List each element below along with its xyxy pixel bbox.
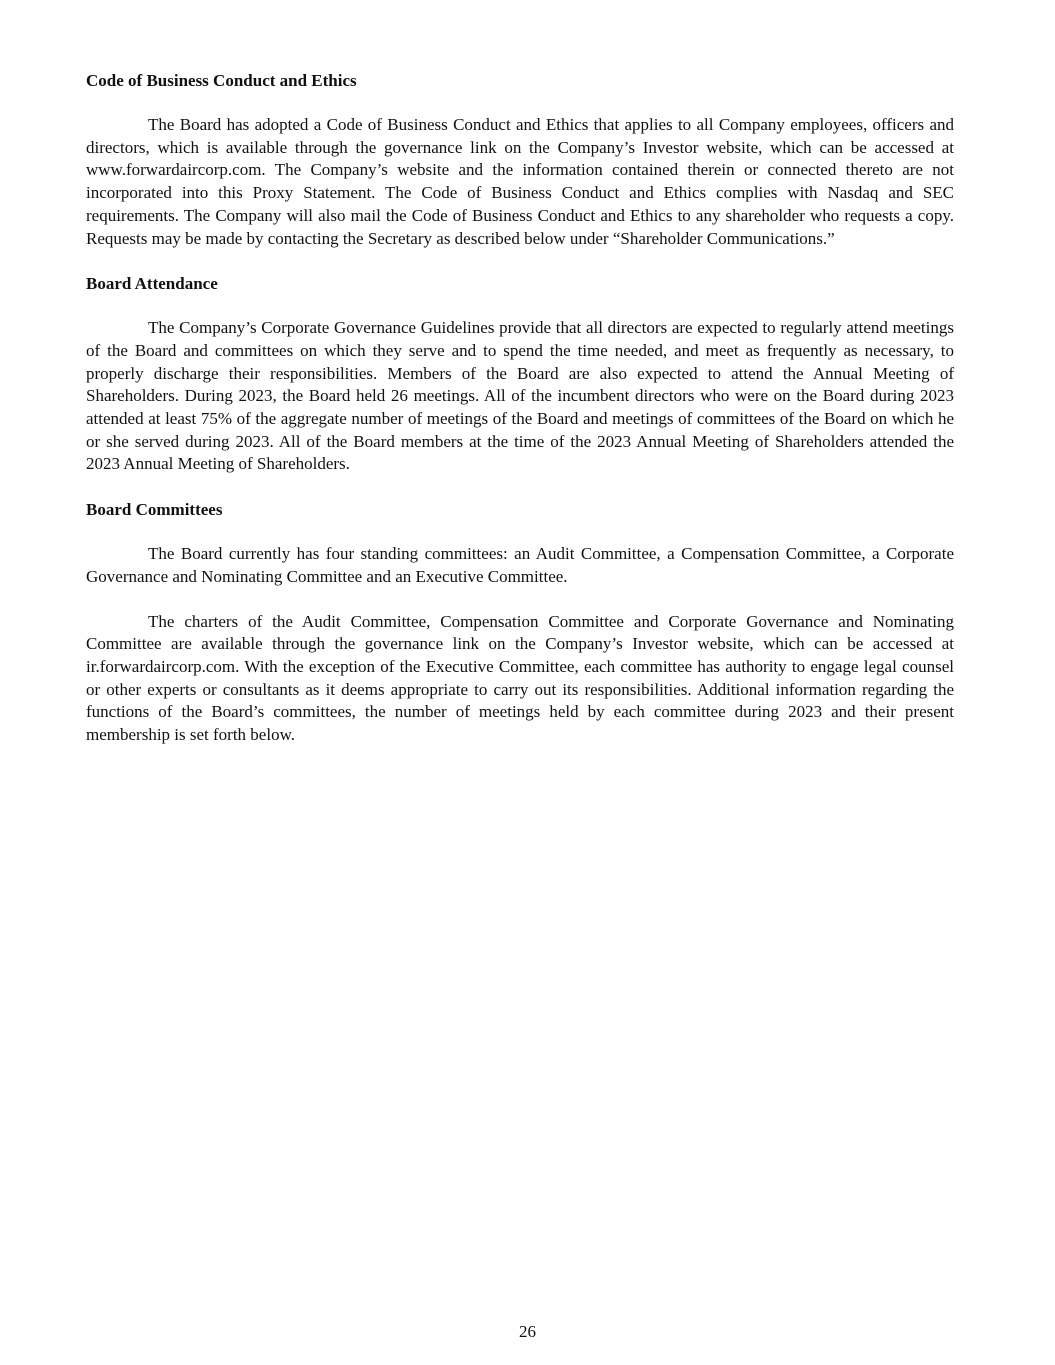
document-body [86,69,954,747]
paragraph-board-committees-2: The charters of the Audit Committee, Compensation Committee and Corporate Governance and Nominating Committee are available through the governance link on the Company’s Investor website, which can be accessed at ir.forwardaircorp.com. With the exception of the Executive Committee, each committee has authority to engage legal counsel or other experts or consultants as it deems appropriate to carry out its responsibilities. Additional information regarding the functions of the Board’s committees, the number of meetings held by each committee during 2023 and their present membership is set forth below. [86,611,954,745]
paragraph-board-attendance: The Company’s Corporate Governance Guidelines provide that all directors are expected to regularly attend meetings of the Board and committees on which they serve and to spend the time needed, and meet as frequently as necessary, to properly discharge their responsibilities. Members of the Board are also expected to attend the Annual Meeting of Shareholders. During 2023, the Board held 26 meetings. All of the incumbent directors who were on the Board during 2023 attended at least 75% of the aggregate number of meetings of the Board and meetings of committees of the Board on which he or she served during 2023. All of the Board members at the time of the 2023 Annual Meeting of Shareholders attended the 2023 Annual Meeting of Shareholders. [86,318,954,474]
section-heading-code-of-conduct: Code of Business Conduct and Ethics [86,71,357,90]
section-heading-board-attendance: Board Attendance [86,274,218,294]
section-heading-board-committees: Board Committees [86,500,223,520]
page-number: 26 [519,1322,536,1341]
paragraph-code-of-conduct: The Board has adopted a Code of Business Conduct and Ethics that applies to all Company employees, officers and directors, which is available through the governance link on the Company’s Investor website, which can be accessed at www.forwardaircorp.com. The Company’s website and the information contained therein or connected thereto are not incorporated into this Proxy Statement. The Code of Business Conduct and Ethics complies with Nasdaq and SEC requirements. The Company will also mail the Code of Business Conduct and Ethics to any shareholder who requests a copy. Requests may be made by contacting the Secretary as described below under “Shareholder Communications.” [86,115,954,248]
paragraph-board-committees-1: The Board currently has four standing committees: an Audit Committee, a Compensation Committee, a Corporate Governance and Nominating Committee and an Executive Committee. [86,544,954,586]
